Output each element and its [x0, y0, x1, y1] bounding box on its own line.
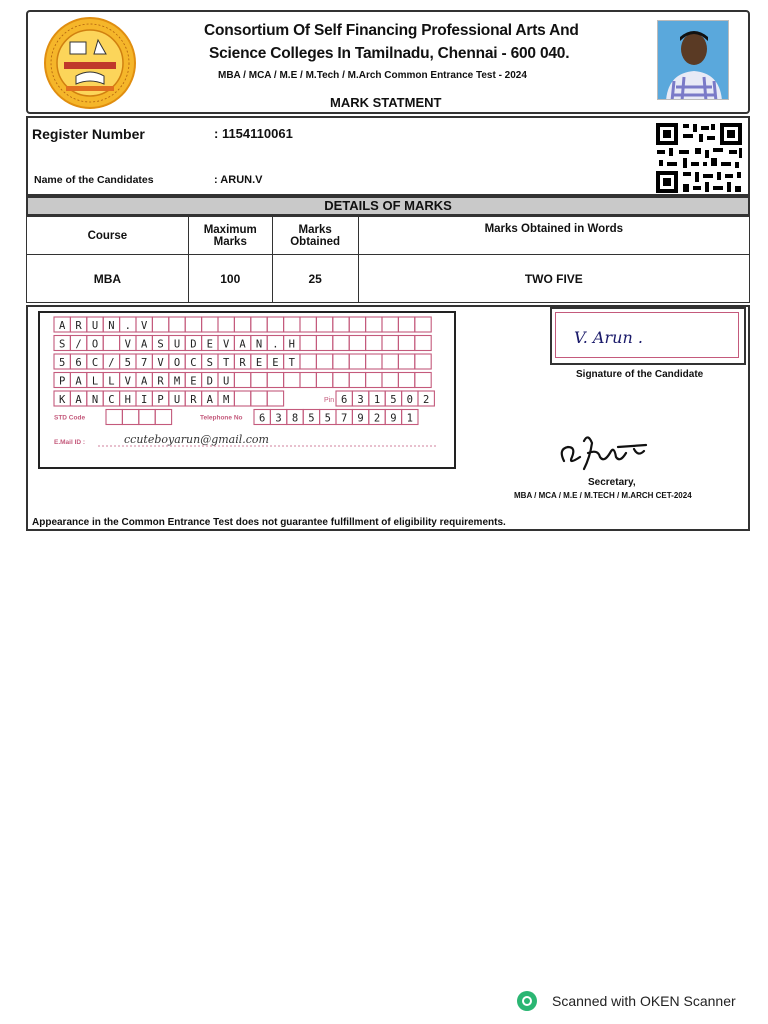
telephone-digit: 2 [373, 412, 381, 425]
address-char: O [91, 338, 99, 351]
address-char: C [108, 394, 115, 406]
address-char: 7 [141, 357, 148, 369]
address-char: E [272, 357, 279, 369]
std-code-label: STD Code [54, 414, 86, 422]
course-cell: MBA [27, 255, 189, 303]
page-title: MARK STATMENT [330, 95, 442, 110]
address-char: E [206, 338, 213, 351]
marks-in-words-cell: TWO FIVE [358, 255, 749, 303]
address-char: V [223, 338, 230, 351]
address-char: U [91, 320, 99, 332]
address-char: U [223, 375, 230, 388]
address-char: H [288, 338, 295, 351]
maximum-marks-cell: 100 [188, 255, 272, 303]
address-char: . [124, 320, 131, 332]
address-char: N [91, 394, 99, 406]
details-of-marks-title: DETAILS OF MARKS [26, 196, 750, 216]
bottom-section [26, 305, 750, 531]
address-char: C [190, 357, 197, 369]
address-char: 5 [59, 357, 66, 369]
secretary-label: Secretary, [588, 477, 636, 488]
register-number-value: : 1154110061 [214, 126, 293, 141]
address-row [54, 317, 431, 332]
address-char: V [124, 338, 131, 351]
telephone-digit: 5 [308, 412, 315, 425]
telephone-digit: 5 [324, 412, 331, 425]
pin-digit: 6 [341, 394, 348, 406]
pin-digit: 1 [373, 394, 381, 406]
address-char: C [91, 357, 99, 369]
candidate-signature [556, 313, 740, 359]
address-char: U [173, 338, 181, 351]
telephone-digit: 7 [341, 412, 348, 425]
telephone-digit: 1 [406, 412, 413, 425]
address-char: S [59, 338, 66, 351]
address-char: V [157, 357, 164, 369]
column-header-course: Course [27, 217, 189, 255]
telephone-digit: 6 [259, 412, 266, 425]
address-char: A [75, 375, 82, 388]
table-row [27, 255, 750, 303]
address-row [54, 354, 431, 369]
header-exam-line: MBA / MCA / M.E / M.Tech / M.Arch Common Entrance Test - 2024 [218, 70, 527, 81]
header [26, 10, 750, 114]
watermark-text: Scanned with OKEN Scanner [552, 993, 736, 1009]
eligibility-note: Appearance in the Common Entrance Test does not guarantee fulfillment of eligibility requirements. [32, 517, 506, 528]
candidate-signature-caption: Signature of the Candidate [576, 369, 704, 380]
oken-scanner-icon [516, 990, 538, 1012]
address-char: S [157, 338, 164, 351]
column-header-marks-obtained: Marks Obtained [272, 217, 358, 255]
address-char: S [206, 357, 213, 369]
address-char: 5 [124, 357, 131, 369]
telephone-label: Telephone No [200, 414, 243, 422]
address-char: I [141, 394, 148, 406]
address-char: D [206, 375, 213, 388]
address-char: A [206, 394, 213, 406]
address-char: R [157, 375, 164, 388]
candidate-name-label: Name of the Candidates [34, 174, 154, 186]
address-char: A [141, 338, 148, 351]
address-char: R [190, 394, 197, 406]
address-char: L [108, 375, 115, 388]
address-char: O [173, 357, 181, 369]
address-char: E [190, 375, 197, 388]
address-char: P [157, 394, 164, 406]
address-char: L [91, 375, 99, 388]
pin-digit: 3 [357, 394, 364, 406]
address-char: T [223, 357, 230, 369]
header-title-line-2: Science Colleges In Tamilnadu, Chennai - 600 040. [209, 45, 570, 62]
address-char: R [75, 320, 82, 332]
address-char: V [124, 375, 131, 388]
address-char: H [124, 394, 131, 406]
register-number-label: Register Number [32, 126, 145, 142]
scanner-watermark [516, 990, 736, 1012]
address-char: / [75, 338, 82, 351]
address-char: K [59, 394, 66, 406]
address-char: A [59, 320, 66, 332]
address-row [54, 373, 431, 388]
secretary-designation: MBA / MCA / M.E / M.TECH / M.ARCH CET-2024 [514, 491, 692, 500]
address-char: . [272, 338, 279, 351]
candidate-signature-frame [555, 312, 739, 358]
svg-text:V. Arun .: V. Arun . [574, 328, 643, 347]
address-char: M [173, 375, 181, 388]
address-form-image [38, 311, 456, 469]
address-char: D [190, 338, 197, 351]
header-title-line-1: Consortium Of Self Financing Professional Arts And [204, 22, 579, 39]
candidate-signature-box [550, 307, 746, 365]
address-char: V [141, 320, 148, 332]
marks-table-header [27, 217, 750, 255]
column-header-maximum-marks: Maximum Marks [188, 217, 272, 255]
telephone-digit: 9 [390, 412, 397, 425]
pin-label: Pin [324, 397, 335, 404]
address-char: E [255, 357, 263, 369]
column-header-marks-in-words: Marks Obtained in Words [358, 217, 749, 255]
candidate-photo [657, 20, 729, 100]
address-char: / [108, 357, 115, 369]
address-char: A [141, 375, 148, 388]
email-label: E.Mail ID : [54, 439, 86, 446]
address-char: N [108, 320, 115, 332]
address-row [54, 336, 431, 351]
address-char: A [75, 394, 82, 406]
telephone-digit: 9 [357, 412, 364, 425]
address-char: A [239, 338, 246, 351]
address-char: U [173, 394, 181, 406]
secretary-signature [554, 431, 672, 473]
marks-table [26, 216, 750, 303]
address-row [54, 391, 284, 406]
candidate-name-value: : ARUN.V [214, 174, 263, 186]
address-char: R [239, 357, 246, 369]
pin-digit: 0 [406, 394, 413, 406]
pin-digit: 5 [390, 394, 397, 406]
marks-obtained-cell: 25 [272, 255, 358, 303]
address-char: N [255, 338, 263, 351]
telephone-digit: 3 [275, 412, 282, 425]
consortium-logo [36, 16, 144, 110]
qr-code-icon [655, 122, 743, 194]
email-value: ccuteboyarun@gmail.com [124, 433, 269, 446]
pin-digit: 2 [423, 394, 430, 406]
address-char: 6 [75, 357, 82, 369]
address-char: T [288, 357, 295, 369]
address-char: M [223, 394, 230, 406]
address-char: P [59, 375, 66, 388]
telephone-digit: 8 [291, 412, 299, 425]
candidate-info [26, 116, 750, 196]
